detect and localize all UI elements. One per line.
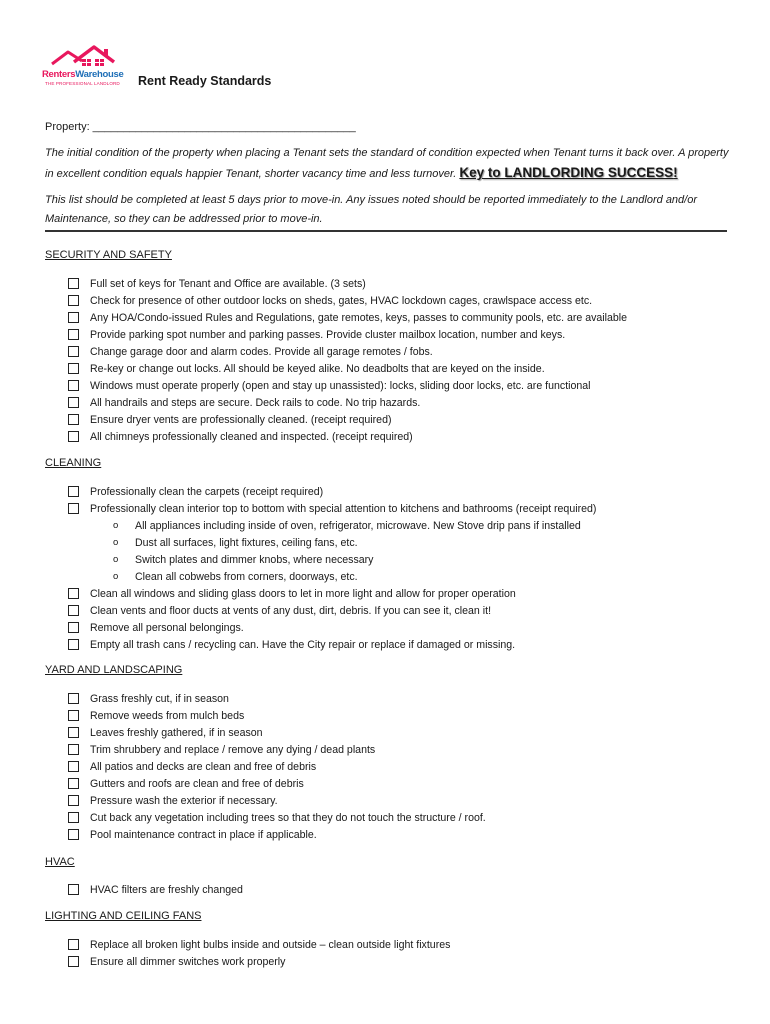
sub-item-label: Switch plates and dimmer knobs, where necessary: [135, 553, 374, 566]
checklist-item: [68, 343, 433, 360]
checkbox[interactable]: [68, 329, 79, 340]
checklist-item: [68, 428, 413, 445]
bullet-icon: o: [113, 537, 119, 548]
checklist-item-label: Professionally clean the carpets (receipt required): [90, 485, 324, 498]
checklist-item: [68, 809, 486, 826]
checklist-item: [68, 360, 545, 377]
checkbox[interactable]: [68, 812, 79, 823]
sub-item-label: Dust all surfaces, light fixtures, ceiling fans, etc.: [135, 536, 358, 549]
section-title-cleaning: CLEANING: [45, 457, 102, 469]
checkbox[interactable]: [68, 397, 79, 408]
checkbox[interactable]: [68, 278, 79, 289]
section-title-lighting-and-ceiling-fans: LIGHTING AND CEILING FANS: [45, 910, 202, 922]
checklist-item-label: Check for presence of other outdoor locks on sheds, gates, HVAC lockdown cages, crawlspace access etc.: [90, 294, 593, 307]
instructions-paragraph: This list should be completed at least 5 days prior to move-in. Any issues noted should be reported immediately to the Landlord and/or Maintenance, so they can be addressed prior to move-in.: [45, 194, 698, 225]
checklist-item: [68, 690, 229, 707]
checkbox[interactable]: [68, 346, 79, 357]
checklist-item-label: Replace all broken light bulbs inside and outside – clean outside light fixtures: [90, 938, 451, 951]
checklist-item-label: Remove weeds from mulch beds: [90, 709, 245, 722]
checklist-item-label: Clean vents and floor ducts at vents of any dust, dirt, debris. If you can see it, clean it!: [90, 604, 492, 617]
checklist-item-label: Pool maintenance contract in place if applicable.: [90, 828, 317, 841]
checkbox[interactable]: [68, 693, 79, 704]
checklist-item-label: Gutters and roofs are clean and free of debris: [90, 777, 304, 790]
checklist-item-label: Remove all personal belongings.: [90, 621, 244, 634]
checklist-item: [68, 936, 450, 953]
checkbox[interactable]: [68, 486, 79, 497]
checkbox[interactable]: [68, 622, 79, 633]
checklist-item-label: All handrails and steps are secure. Deck rails to code. No trip hazards.: [90, 396, 421, 409]
sub-item: [113, 517, 581, 534]
checklist-item: [68, 775, 304, 792]
divider-line: [45, 230, 727, 232]
checklist-item: [68, 881, 243, 898]
checklist-item: [68, 292, 592, 309]
sub-item: [113, 551, 373, 568]
checklist-item-label: Ensure all dimmer switches work properly: [90, 955, 286, 968]
checkbox[interactable]: [68, 795, 79, 806]
checklist-item-label: Grass freshly cut, if in season: [90, 692, 229, 705]
checkbox[interactable]: [68, 761, 79, 772]
checklist-item: [68, 741, 375, 758]
checklist-item: [68, 707, 244, 724]
checklist-item: [68, 394, 420, 411]
checklist-item-label: All chimneys professionally cleaned and inspected. (receipt required): [90, 430, 413, 443]
bullet-icon: o: [113, 554, 119, 565]
sub-item: [113, 534, 358, 551]
checklist-item-label: Pressure wash the exterior if necessary.: [90, 794, 278, 807]
checklist-item-label: HVAC filters are freshly changed: [90, 883, 243, 896]
checklist-item: [68, 309, 627, 326]
checklist-item: [68, 377, 591, 394]
checklist-item-label: Cut back any vegetation including trees so that they do not touch the structure / roof.: [90, 811, 486, 824]
checklist-item-label: Leaves freshly gathered, if in season: [90, 726, 263, 739]
bullet-icon: o: [113, 520, 119, 531]
checklist-item-label: Clean all windows and sliding glass doors to let in more light and allow for proper operation: [90, 587, 516, 600]
checklist-item: [68, 483, 323, 500]
bullet-icon: o: [113, 571, 119, 582]
checkbox[interactable]: [68, 363, 79, 374]
checklist-item: [68, 602, 491, 619]
checkbox[interactable]: [68, 295, 79, 306]
checklist-item-label: Full set of keys for Tenant and Office are available. (3 sets): [90, 277, 366, 290]
checkbox[interactable]: [68, 710, 79, 721]
checklist-item: [68, 585, 516, 602]
checkbox[interactable]: [68, 503, 79, 514]
checklist-item: [68, 792, 278, 809]
checklist-item: [68, 826, 317, 843]
logo-tagline: THE PROFESSIONAL LANDLORD: [45, 81, 120, 86]
checklist-item: [68, 500, 596, 517]
checklist-item: [68, 411, 391, 428]
checklist-item-label: Professionally clean interior top to bottom with special attention to kitchens and bathrooms (receipt required): [90, 502, 597, 515]
checkbox[interactable]: [68, 884, 79, 895]
section-title-yard-and-landscaping: YARD AND LANDSCAPING: [45, 664, 183, 676]
checklist-item-label: Ensure dryer vents are professionally cleaned. (receipt required): [90, 413, 392, 426]
logo-brand-text: RentersWarehouse: [42, 69, 124, 80]
checklist-item: [68, 326, 565, 343]
section-title-security-and-safety: SECURITY AND SAFETY: [45, 249, 172, 261]
intro-paragraph: [45, 144, 735, 184]
checklist-item-label: Any HOA/Condo-issued Rules and Regulations, gate remotes, keys, passes to community pools, etc. are available: [90, 311, 628, 324]
checkbox[interactable]: [68, 431, 79, 442]
checkbox[interactable]: [68, 414, 79, 425]
checklist-item: [68, 636, 515, 653]
renters-warehouse-logo: [42, 44, 134, 92]
checklist-item: [68, 724, 263, 741]
checklist-item-label: All patios and decks are clean and free of debris: [90, 760, 317, 773]
document-title: Rent Ready Standards: [138, 74, 272, 88]
house-roof-icon: [42, 44, 134, 72]
sub-item-label: Clean all cobwebs from corners, doorways, etc.: [135, 570, 358, 583]
checkbox[interactable]: [68, 744, 79, 755]
checkbox[interactable]: [68, 380, 79, 391]
checklist-item: [68, 275, 366, 292]
checkbox[interactable]: [68, 829, 79, 840]
checklist-item-label: Change garage door and alarm codes. Provide all garage remotes / fobs.: [90, 345, 433, 358]
intro-text: The initial condition of the property when placing a Tenant sets the standard of condition expected when Tenant turns it back over. A property in excellent condition equals happier Tenant, shorter vacancy time and less turnover.: [45, 147, 729, 180]
checkbox[interactable]: [68, 778, 79, 789]
sub-item: [113, 568, 358, 585]
checklist-item: [68, 619, 244, 636]
checkbox[interactable]: [68, 956, 79, 967]
checklist-item-label: Empty all trash cans / recycling can. Have the City repair or replace if damaged or missing.: [90, 638, 516, 651]
checkbox[interactable]: [68, 588, 79, 599]
checkbox[interactable]: [68, 639, 79, 650]
checkbox[interactable]: [68, 312, 79, 323]
checkbox[interactable]: [68, 939, 79, 950]
checklist-item-label: Windows must operate properly (open and stay up unassisted): locks, sliding door locks, etc. are functional: [90, 379, 591, 392]
checklist-item-label: Provide parking spot number and parking passes. Provide cluster mailbox location, number and keys.: [90, 328, 566, 341]
checkbox[interactable]: [68, 727, 79, 738]
checklist-item-label: Re-key or change out locks. All should be keyed alike. No deadbolts that are keyed on the inside.: [90, 362, 545, 375]
checkbox[interactable]: [68, 605, 79, 616]
key-to-success-text: Key to LANDLORDING SUCCESS: [459, 165, 674, 180]
checklist-item: [68, 758, 316, 775]
property-field[interactable]: Property: ___________________________________________: [45, 121, 356, 133]
key-suffix: !: [673, 165, 678, 180]
sub-item-label: All appliances including inside of oven, refrigerator, microwave. New Stove drip pans if installed: [135, 519, 581, 532]
checklist-item-label: Trim shrubbery and replace / remove any dying / dead plants: [90, 743, 376, 756]
section-title-hvac: HVAC: [45, 856, 75, 868]
checklist-item: [68, 953, 285, 970]
